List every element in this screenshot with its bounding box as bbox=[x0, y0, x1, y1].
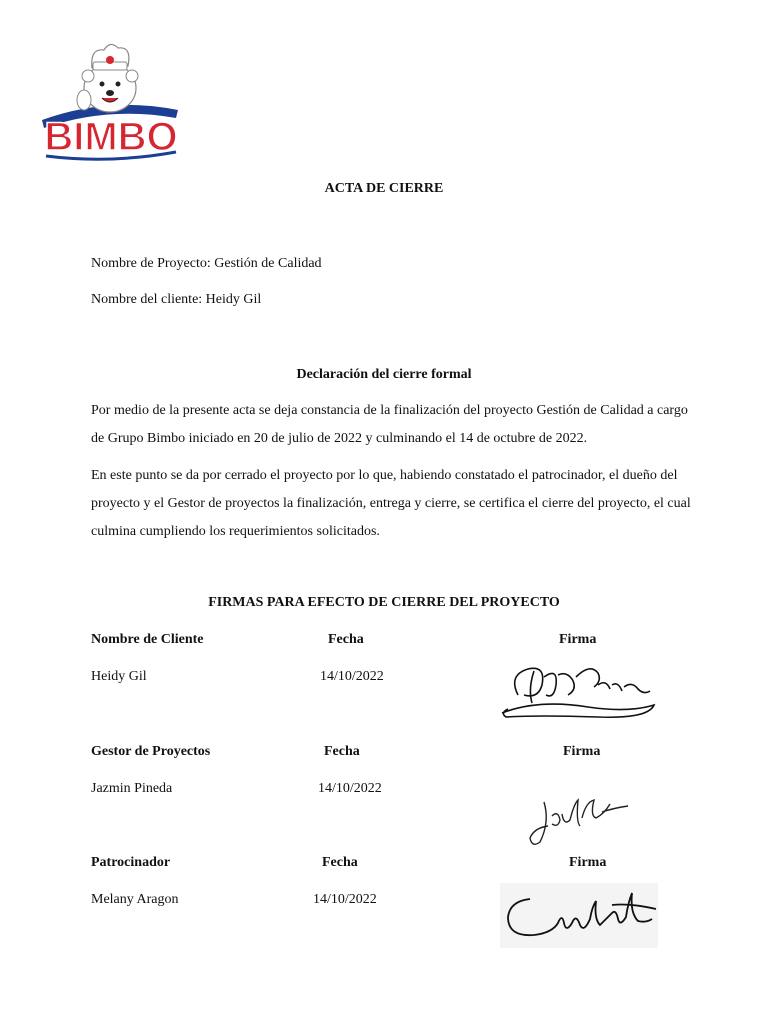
date-header: Fecha bbox=[324, 744, 360, 759]
svg-text:BIMBO: BIMBO bbox=[44, 115, 178, 159]
role-header-client: Nombre de Cliente bbox=[91, 632, 204, 647]
sponsor-name: Melany Aragon bbox=[91, 892, 179, 907]
manager-date: 14/10/2022 bbox=[318, 781, 382, 796]
signature-header: Firma bbox=[563, 744, 601, 759]
client-signature bbox=[498, 655, 660, 732]
role-header-sponsor: Patrocinador bbox=[91, 855, 171, 870]
declaration-heading: Declaración del cierre formal bbox=[296, 367, 472, 382]
signature-header: Firma bbox=[569, 855, 607, 870]
client-name-line: Nombre del cliente: Heidy Gil bbox=[91, 292, 262, 307]
declaration-text-2: En este punto se da por cerrado el proyecto por lo que, habiendo constatado el patrocinador, el dueño del proyecto y el Gestor de proyectos la finalización, entrega y cierre, se certifica el cierre del proyecto, el cual culmina cumpliendo los requerimientos solicitados. bbox=[91, 468, 691, 539]
signatures-heading: FIRMAS PARA EFECTO DE CIERRE DEL PROYECTO bbox=[208, 595, 560, 610]
declaration-paragraph-2 bbox=[91, 462, 691, 546]
client-date: 14/10/2022 bbox=[320, 669, 384, 684]
sponsor-date: 14/10/2022 bbox=[313, 892, 377, 907]
role-header-manager: Gestor de Proyectos bbox=[91, 744, 211, 759]
project-name-line: Nombre de Proyecto: Gestión de Calidad bbox=[91, 256, 322, 271]
declaration-text-1: Por medio de la presente acta se deja constancia de la finalización del proyecto Gestión de Calidad a cargo de Grupo Bimbo iniciado en 20 de julio de 2022 y culminando el 14 de octubre de 2022. bbox=[91, 403, 688, 446]
bimbo-logo bbox=[38, 38, 184, 166]
declaration-paragraph-1 bbox=[91, 397, 691, 453]
signature-header: Firma bbox=[559, 632, 597, 647]
manager-name: Jazmin Pineda bbox=[91, 781, 173, 796]
sponsor-signature bbox=[500, 883, 658, 948]
client-name: Heidy Gil bbox=[91, 669, 147, 684]
date-header: Fecha bbox=[322, 855, 358, 870]
date-header: Fecha bbox=[328, 632, 364, 647]
document-title: ACTA DE CIERRE bbox=[324, 181, 444, 196]
manager-signature bbox=[524, 792, 634, 855]
